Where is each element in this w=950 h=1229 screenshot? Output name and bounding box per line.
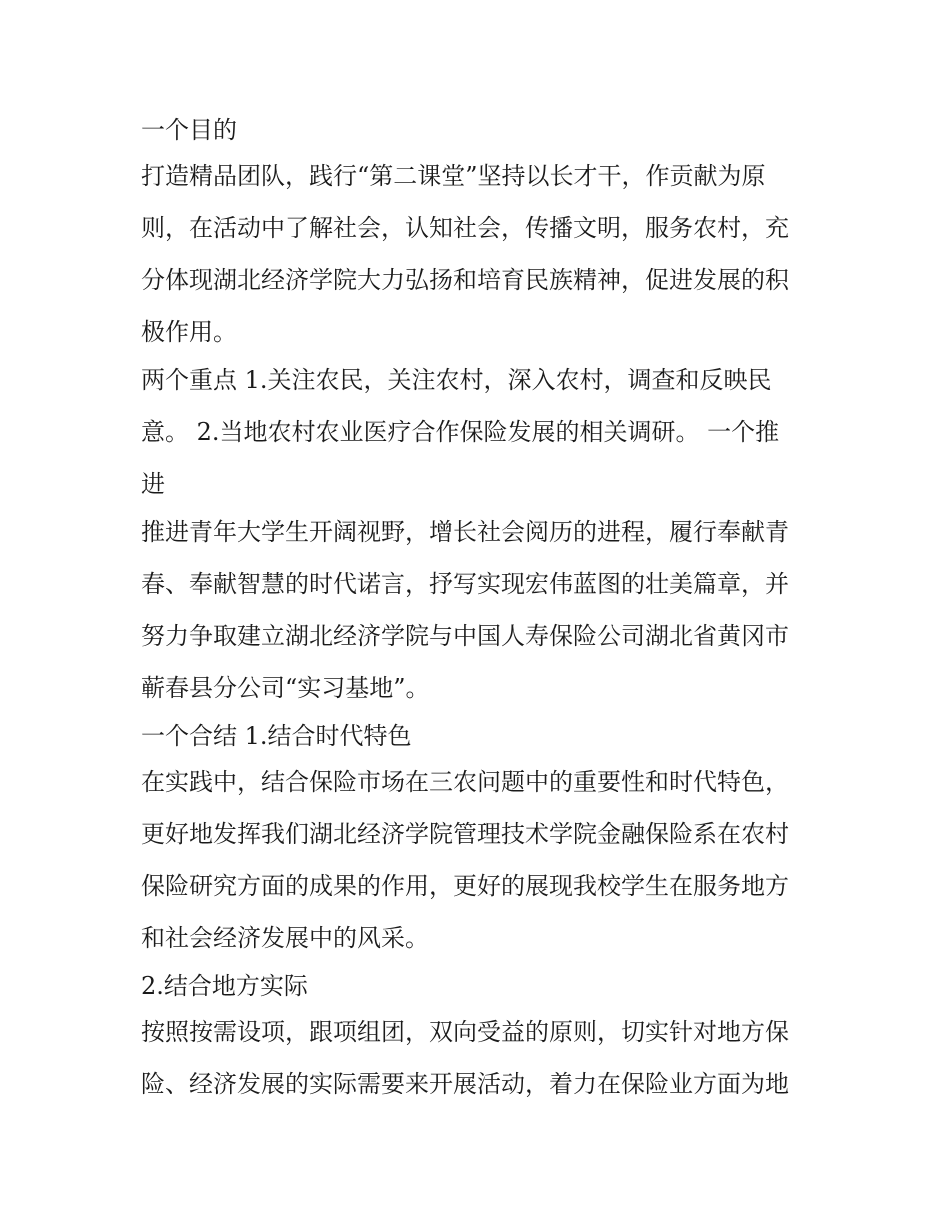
text-line: 分体现湖北经济学院大力弘扬和培育民族精神，促进发展的积	[141, 266, 789, 294]
text-line: 按照按需设项，跟项组团，双向受益的原则，切实针对地方保	[141, 1018, 789, 1046]
text-line: 进	[141, 470, 165, 498]
text-line: 在实践中，结合保险市场在三农问题中的重要性和时代特色，	[141, 768, 789, 796]
text-line: 春、奉献智慧的时代诺言，抒写实现宏伟蓝图的壮美篇章，并	[141, 570, 789, 598]
heading-one-combine: 一个合结 1.结合时代特色	[141, 722, 412, 750]
text-line: 努力争取建立湖北经济学院与中国人寿保险公司湖北省黄冈市	[141, 622, 789, 650]
text-line: 和社会经济发展中的风采。	[141, 924, 429, 952]
text-line: 险、经济发展的实际需要来开展活动，着力在保险业方面为地	[141, 1070, 789, 1098]
subheading-local-reality: 2.结合地方实际	[141, 972, 308, 1000]
text-line: 意。 2.当地农村农业医疗合作保险发展的相关调研。 一个推	[141, 418, 780, 446]
text-line: 极作用。	[141, 318, 237, 346]
heading-two-focus: 两个重点 1.关注农民，关注农村，深入农村，调查和反映民	[141, 366, 772, 394]
text-line: 则，在活动中了解社会，认知社会，传播文明，服务农村，充	[141, 214, 789, 242]
text-line: 保险研究方面的成果的作用，更好的展现我校学生在服务地方	[141, 872, 789, 900]
text-line: 蕲春县分公司“实习基地”。	[141, 674, 430, 702]
text-line: 更好地发挥我们湖北经济学院管理技术学院金融保险系在农村	[141, 820, 789, 848]
text-line: 打造精品团队，践行“第二课堂”坚持以长才干，作贡献为原	[141, 162, 766, 190]
text-line: 推进青年大学生开阔视野，增长社会阅历的进程，履行奉献青	[141, 518, 789, 546]
heading-one-purpose: 一个目的	[141, 116, 237, 144]
document-body	[141, 108, 817, 1114]
